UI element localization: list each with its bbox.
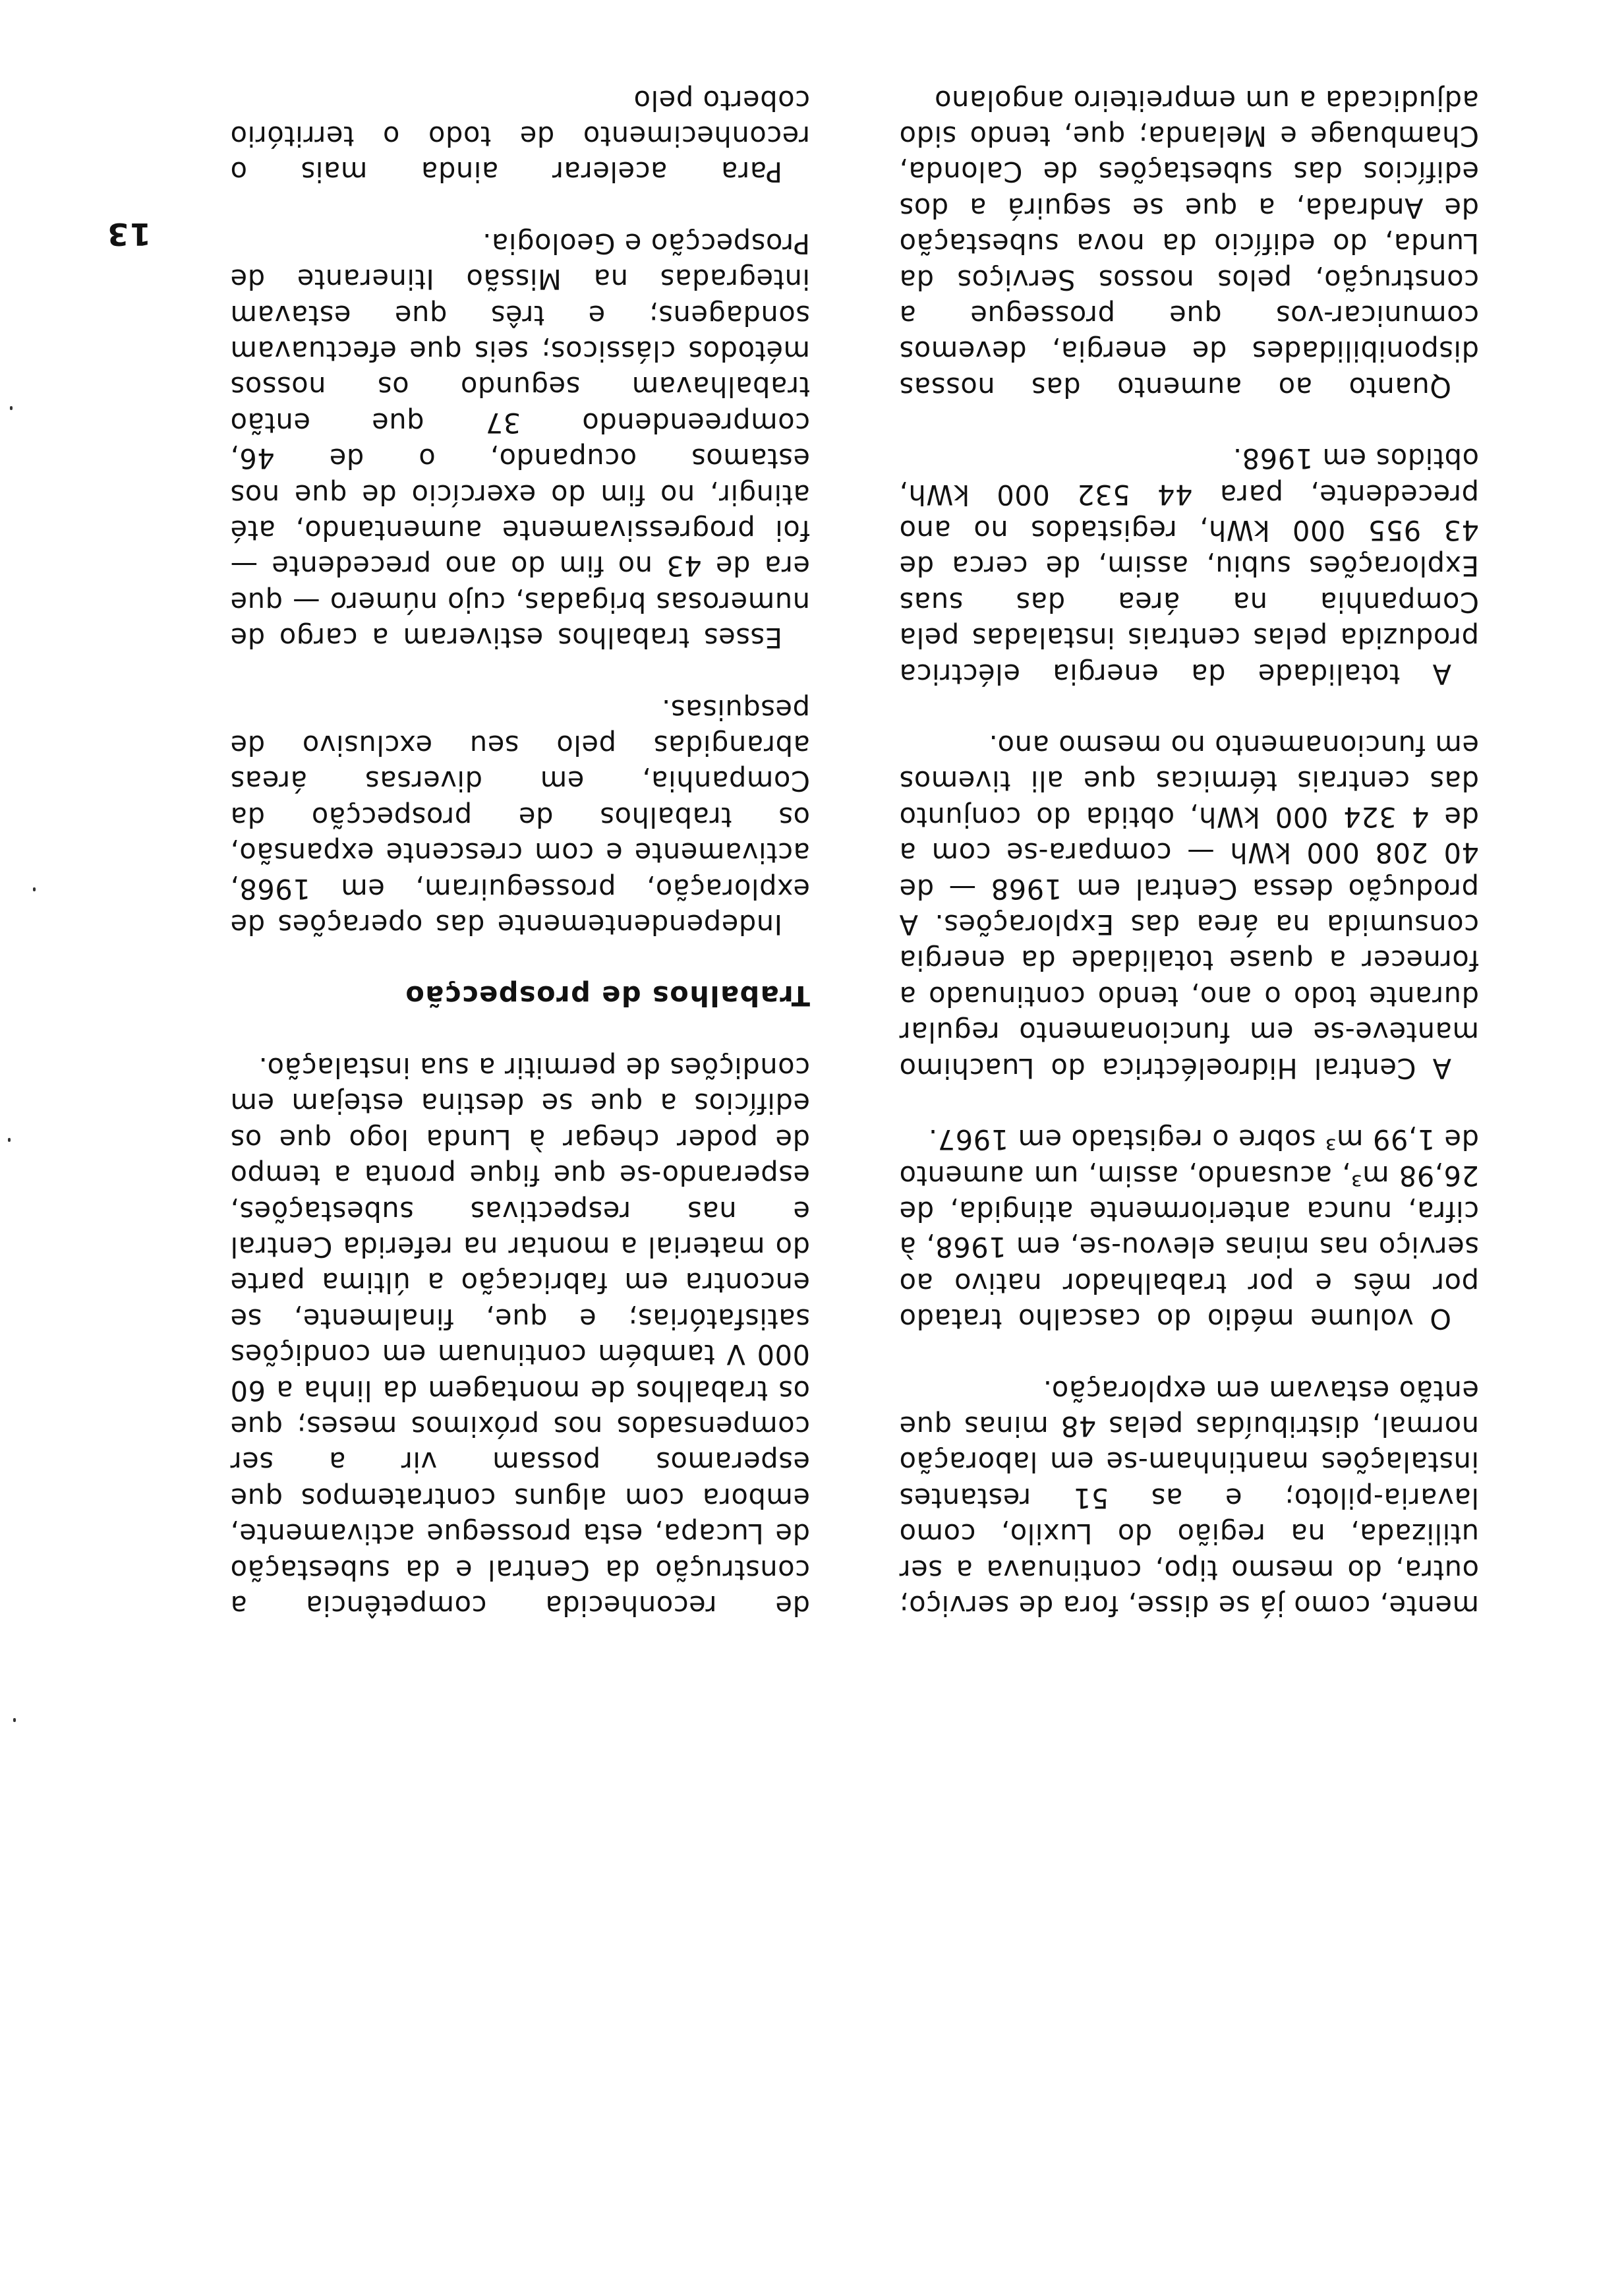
paragraph: Quanto ao aumento das nossas disponibilidades de energia, devemos comunicar-vos que prossegue a construção, pelos nossos Serviços da Lunda, do edifício da nova subestação de Andrada, a que se seguirá a dos edifícios das subestações de Calonda, Chambuage e Melanda; que, tendo sido adjudicada a um empreiteiro angolano bbox=[899, 84, 1479, 403]
paragraph: A Central Hidroeléctrica do Luachimo manteve-se em funcionamento regular durante todo o ano, tendo continuado a fornecer a quase totalidade da energia consumida na área das Explorações. A produção dessa Central em 1968 — de 40 208 000 kWh — compara-se com a de 4 324 000 kWh, obtida do conjunto das centrais térmicas que ali tivemos em funcionamento no mesmo ano. bbox=[899, 729, 1479, 1085]
left-column bbox=[899, 46, 1479, 1623]
page-number: 13 bbox=[105, 216, 151, 252]
scan-speck bbox=[8, 1138, 11, 1142]
paragraph: O volume médio do cascalho tratado por mês e por trabalhador nativo ao serviço nas minas elevou-se, em 1968, à cifra, nunca anteriormente atingida, de 26,98 m³, acusando, assim, um aumento de 1,99 m³ sobre o registado em 1967. bbox=[899, 1123, 1479, 1336]
scan-speck bbox=[33, 887, 36, 891]
section-heading: Trabalhos de prospecção bbox=[404, 980, 810, 1013]
paragraph: de reconhecida competência a construção da Central e da subestação de Lucapa, esta prossegue activamente, embora com alguns contratempos que esperamos possam vir a ser compensados nos próximos meses; que os trabalhos de montagem da linha a 60 000 V também continuam em condições satisfatórias; e que, finalmente, se encontra em fabricação a última parte do material a montar na referida Central e nas respectivas subestações, esperando-se que fique pronta a tempo de poder chegar à Lunda logo que os edifícios a que se destina estejam em condições de permitir a sua instalação. bbox=[230, 1051, 810, 1622]
paragraph: Esses trabalhos estiveram a cargo de numerosas brigadas, cujo número — que era de 43 no fim do ano precedente — foi progressivamente aumentando, até atingir, no fim do exercício de que nos estamos ocupando, o de 46, compreendendo 37 que então trabalhavam segundo os nossos métodos clássicos; seis que efectuavam sondagens; e três que estavam integradas na Missão Itinerante de Prospecção e Geologia. bbox=[230, 227, 810, 655]
scan-speck bbox=[13, 1718, 16, 1722]
scan-speck bbox=[10, 406, 13, 410]
right-column bbox=[230, 46, 810, 1623]
paragraph: mente, como já se disse, fora de serviço; outra, do mesmo tipo, continuava a ser utilizada, na região do Luxilo, como lavaria-piloto; e as 51 restantes instalações mantinham-se em laboração normal, distribuídas pelas 48 minas que então estavam em exploração. bbox=[899, 1374, 1479, 1622]
paragraph: Para acelerar ainda mais o reconhecimento de todo o território coberto pelo bbox=[230, 84, 810, 189]
paragraph: Independentemente das operações de exploração, prosseguiram, em 1968, activamente e com crescente expansão, os trabalhos de prospecção da Companhia, em diversas áreas abrangidas pelo seu exclusivo de pesquisas. bbox=[230, 693, 810, 941]
paragraph: A totalidade da energia eléctrica produzida pelas centrais instaladas pela Companhia na área das suas Explorações subiu, assim, de cerca de 43 955 000 kWh, registados no ano precedente, para 44 532 000 kWh, obtidos em 1968. bbox=[899, 442, 1479, 690]
